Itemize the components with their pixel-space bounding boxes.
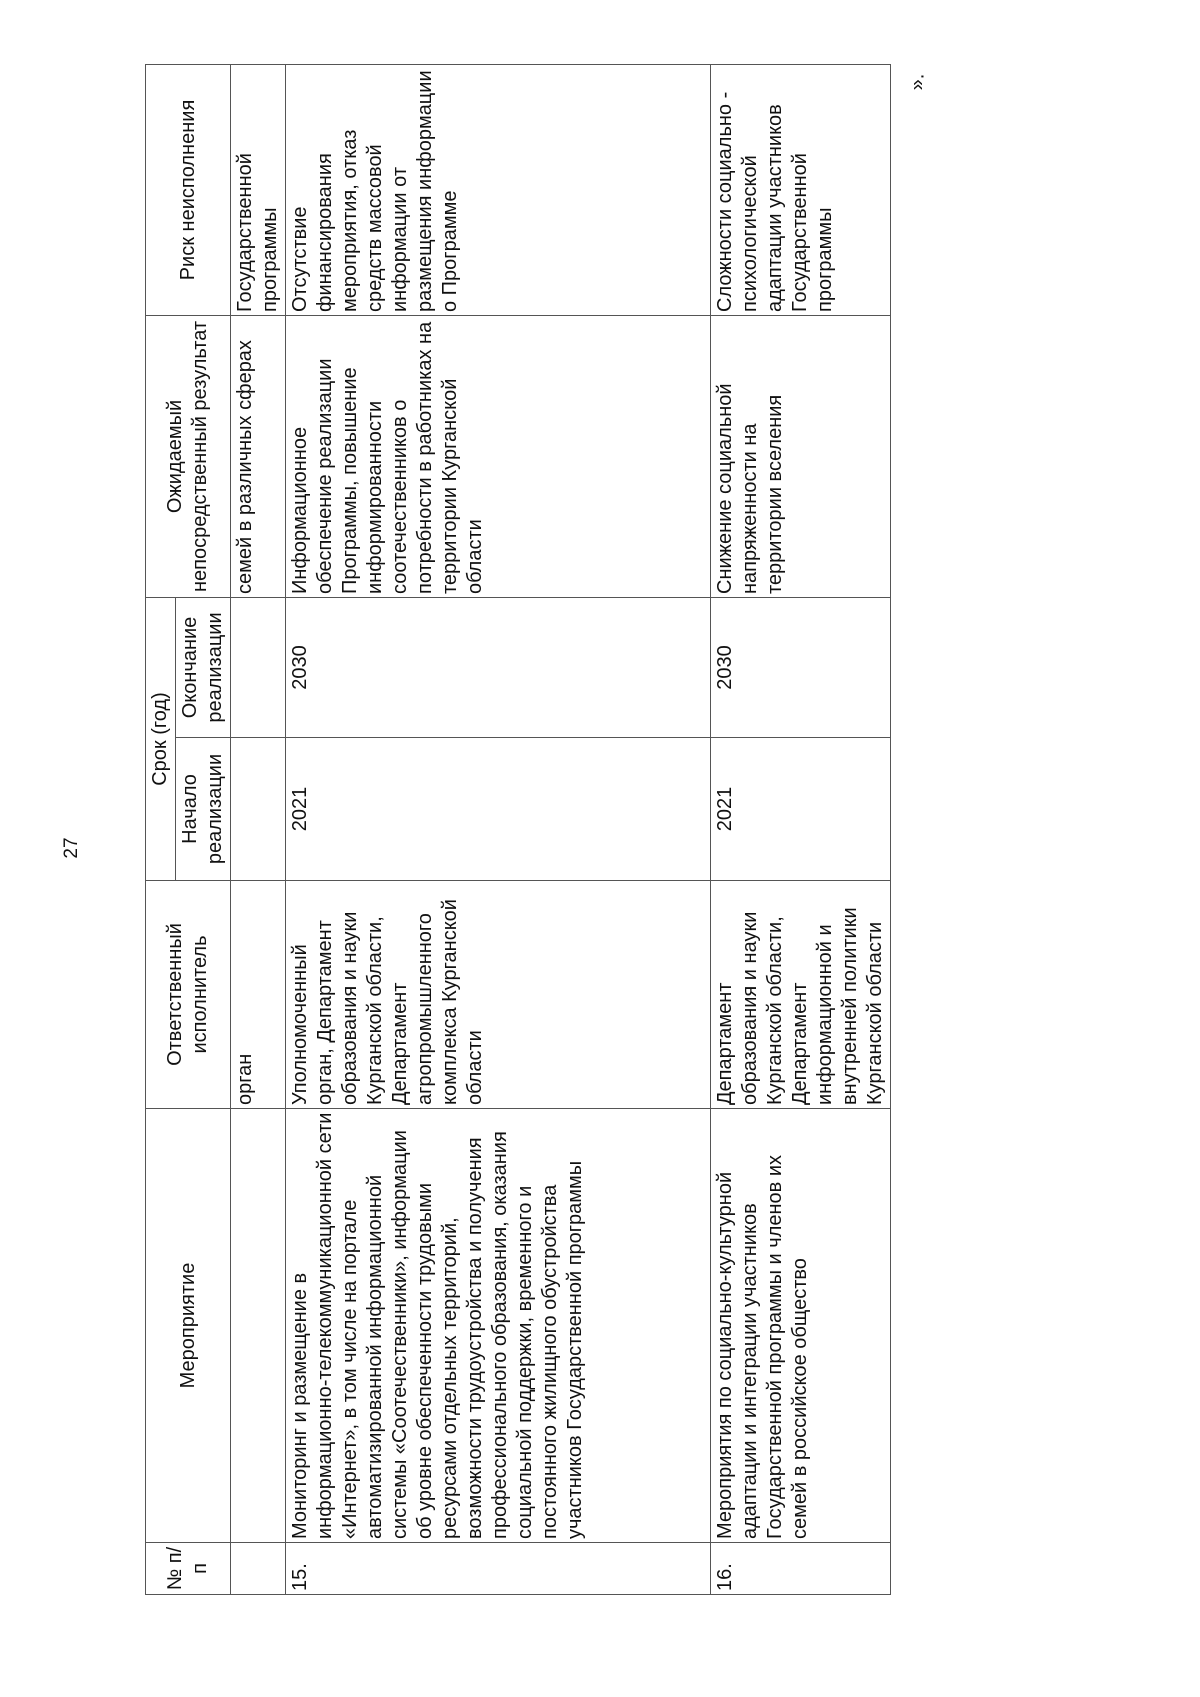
cell-event: Мониторинг и размещение в информационно-телекоммуникационной сети «Интернет», в том числе на портале автоматизированной информационной системы «Соотечественники», информации об уровне обеспеченности трудовыми ресурсами отдельных территорий, возможности трудоустройства и получения профессионального образования, оказания социальной поддержки, временного и постоянного жилищного обустройства участников Государственной программы xyxy=(286,1109,711,1543)
table-header-row xyxy=(146,65,176,1595)
header-start: Начало реализации xyxy=(176,738,231,881)
header-risk: Риск неисполнения xyxy=(146,65,231,316)
header-event: Мероприятие xyxy=(146,1109,231,1543)
cell-num xyxy=(231,1543,286,1595)
cell-executor: Департамент образования и науки Курганской области, Департамент информационной и внутренней политики Курганской области xyxy=(711,881,891,1109)
cell-end xyxy=(231,598,286,738)
cell-end: 2030 xyxy=(711,598,891,738)
cell-risk: Сложности социально - психологической адаптации участников Государственной программы xyxy=(711,65,891,316)
program-events-table xyxy=(145,64,891,1595)
cell-result: Информационное обеспечение реализации Программы, повышение информированности соотечественников о потребности в работниках на территории Курганской области xyxy=(286,316,711,598)
cell-start xyxy=(231,738,286,881)
closing-quote: ». xyxy=(906,73,929,91)
header-end: Окончание реализации xyxy=(176,598,231,738)
header-period: Срок (год) xyxy=(146,598,176,881)
cell-event: Мероприятия по социально-культурной адаптации и интеграции участников Государственной программы и членов их семей в российское общество xyxy=(711,1109,891,1543)
table-row xyxy=(711,65,891,1595)
header-num: № п/п xyxy=(146,1543,231,1595)
table-row xyxy=(231,65,286,1595)
cell-start: 2021 xyxy=(711,738,891,881)
rotated-page xyxy=(145,65,905,1595)
cell-executor: орган xyxy=(231,881,286,1109)
table-row xyxy=(286,65,711,1595)
cell-num: 15. xyxy=(286,1543,711,1595)
cell-end: 2030 xyxy=(286,598,711,738)
cell-num: 16. xyxy=(711,1543,891,1595)
cell-start: 2021 xyxy=(286,738,711,881)
cell-executor: Уполномоченный орган, Департамент образования и науки Курганской области, Департамент агропромышленного комплекса Курганской области xyxy=(286,881,711,1109)
header-result: Ожидаемый непосредственный результат xyxy=(146,316,231,598)
header-executor: Ответственный исполнитель xyxy=(146,881,231,1109)
cell-risk: Государственной программы xyxy=(231,65,286,316)
cell-event xyxy=(231,1109,286,1543)
cell-result: Снижение социальной напряженности на территории вселения xyxy=(711,316,891,598)
page-number: 27 xyxy=(61,837,82,859)
cell-risk: Отсутствие финансирования мероприятия, отказ средств массовой информации от размещения информации о Программе xyxy=(286,65,711,316)
cell-result: семей в различных сферах xyxy=(231,316,286,598)
